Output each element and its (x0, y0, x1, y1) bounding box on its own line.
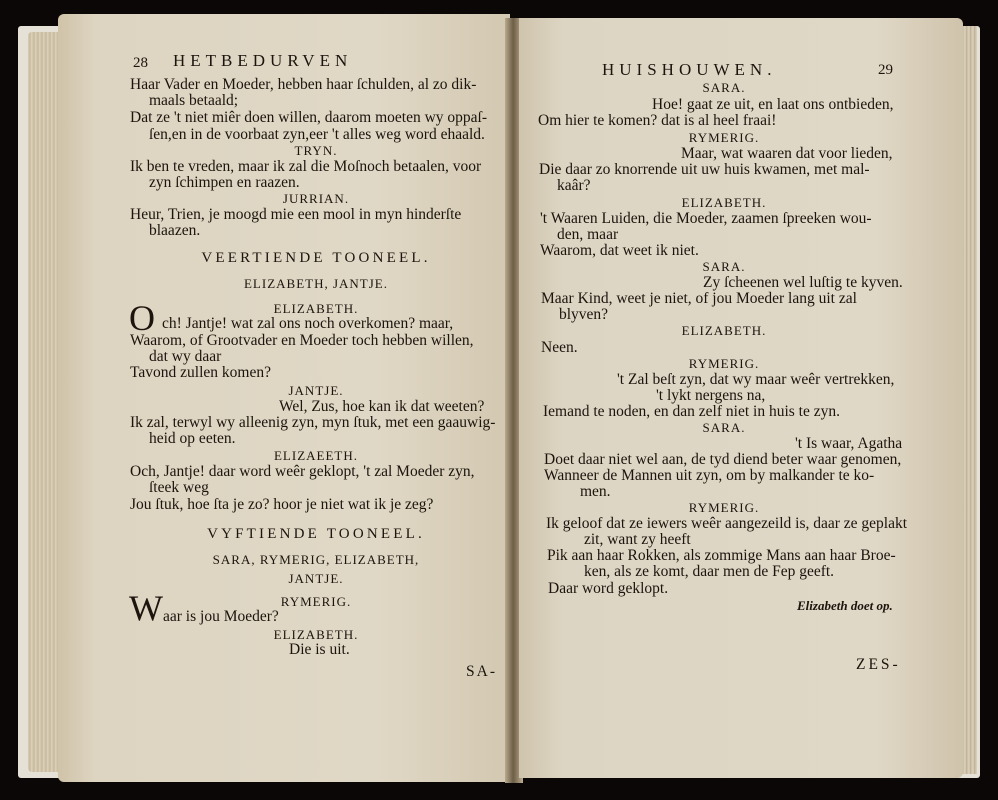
text-line: Zy ſcheenen wel luſtig te kyven. (703, 274, 903, 291)
speaker-name: SARA. (702, 420, 746, 435)
text-line: men. (580, 483, 611, 500)
left-page-number: 28 (133, 55, 148, 71)
speaker-name: JANTJE. (288, 383, 344, 398)
text-line: Om hier te komen? dat is al heel fraai! (538, 112, 777, 129)
text-line: Waarom, dat weet ik niet. (540, 242, 699, 259)
scene-cast: ELIZABETH, JANTJE. (243, 276, 388, 291)
text-line: Waarom, of Grootvader en Moeder toch hebben willen, (130, 332, 474, 349)
text-line: Doet daar niet wel aan, de tyd diend beter waar genomen, (544, 451, 902, 468)
text-line: Maar, wat waaren dat voor lieden, (681, 145, 893, 162)
catchword: SA- (466, 663, 497, 680)
text-line: Ik ben te vreden, maar ik zal die Moſnoch betaalen, voor (130, 158, 482, 175)
text-line: ſen,en in de voorbaat zyn,eer 't alles weg word ehaald. (149, 126, 485, 143)
speaker-name: TRYN. (294, 143, 338, 158)
text-line: Die daar zo knorrende uit uw huis kwamen, met mal- (539, 161, 870, 178)
scene-cast: SARA, RYMERIG, ELIZABETH, (212, 552, 420, 567)
text-line: Pik aan haar Rokken, als zommige Mans aan haar Broe- (547, 547, 896, 564)
speaker-name: RYMERIG. (688, 356, 760, 371)
text-line: Ik zal, terwyl wy alleenig zyn, myn ſtuk, met een gaauwig- (130, 414, 496, 431)
text-line: 't Is waar, Agatha (795, 435, 903, 452)
text-line: Daar word geklopt. (548, 580, 669, 597)
text-line: ſteek weg (149, 479, 209, 496)
text-line: Maar Kind, weet je niet, of jou Moeder lang uit zal (541, 290, 857, 307)
speaker-name: RYMERIG. (688, 130, 760, 145)
speaker-name: SARA. (702, 259, 746, 274)
speaker-name: JURRIAN. (282, 191, 350, 206)
text-line: blyven? (559, 306, 609, 323)
left-running-head: HETBEDURVEN (173, 51, 353, 70)
text-line: Hoe! gaat ze uit, en laat ons ontbieden, (652, 96, 894, 113)
speaker-name: ELIZABETH. (273, 627, 359, 642)
scene-title: VEERTIENDE TOONEEL. (201, 250, 431, 266)
catchword: ZES- (856, 656, 901, 673)
scene-title: VYFTIENDE TOONEEL. (207, 526, 425, 542)
stage-direction: Elizabeth doet op. (797, 598, 893, 613)
text-line: 't Zal beſt zyn, dat wy maar weêr vertrekken, (617, 371, 895, 388)
text-line: zit, want zy heeft (584, 531, 691, 548)
text-line: 't lykt nergens na, (656, 387, 766, 404)
text-line: aar is jou Moeder? (163, 608, 279, 625)
text-line: Och, Jantje! daar word weêr geklopt, 't zal Moeder zyn, (130, 463, 475, 480)
text-line: 't Waaren Luiden, die Moeder, zaamen ſpreeken wou- (540, 210, 872, 227)
text-line: Tavond zullen komen? (130, 364, 271, 381)
right-running-head: HUISHOUWEN. (602, 60, 777, 79)
speaker-name: ELIZABETH. (273, 301, 359, 316)
text-line: Dat ze 't niet miêr doen willen, daarom moeten wy oppaſ- (130, 109, 488, 126)
text-line: kaâr? (557, 177, 591, 194)
text-line: Heur, Trien, je moogd mie een mool in myn hinderſte (130, 206, 462, 223)
text-line: ch! Jantje! wat zal ons noch overkomen? maar, (162, 315, 454, 332)
right-page-number: 29 (878, 62, 893, 78)
text-line: ken, als ze komt, daar men de Fep geeft. (584, 563, 835, 580)
speaker-name: RYMERIG. (280, 594, 352, 609)
speaker-name: ELIZABETH. (681, 195, 767, 210)
speaker-name: ELIZAEETH. (273, 448, 358, 463)
text-line: Wanneer de Mannen uit zyn, om by malkander te ko- (544, 467, 875, 484)
text-line: Jou ſtuk, hoe ſta je zo? hoor je niet wat ik je zeg? (130, 496, 434, 513)
speaker-name: RYMERIG. (688, 500, 760, 515)
text-line: den, maar (557, 226, 619, 243)
drop-capital: O (129, 298, 155, 338)
text-line: Iemand te noden, en dan zelf niet in huis te zyn. (543, 403, 840, 420)
text-line: dat wy daar (149, 348, 222, 365)
text-line: Ik geloof dat ze iewers weêr aangezeild is, daar ze geplakt (546, 515, 908, 532)
text-line: zyn ſchimpen en raazen. (149, 174, 300, 191)
speaker-name: ELIZABETH. (681, 323, 767, 338)
text-line: Wel, Zus, hoe kan ik dat weeten? (279, 398, 485, 415)
text-line: Haar Vader en Moeder, hebben haar ſchulden, al zo dik- (130, 76, 477, 93)
text-line: Neen. (541, 339, 578, 356)
text-line: heid op eeten. (149, 430, 236, 447)
text-line: maals betaald; (149, 92, 239, 109)
text-line: blaazen. (149, 222, 201, 239)
text-line: Die is uit. (289, 641, 350, 658)
speaker-name: SARA. (702, 80, 746, 95)
scene-cast: JANTJE. (288, 571, 344, 586)
drop-capital: W (129, 588, 163, 628)
left-page-edges (28, 32, 62, 772)
